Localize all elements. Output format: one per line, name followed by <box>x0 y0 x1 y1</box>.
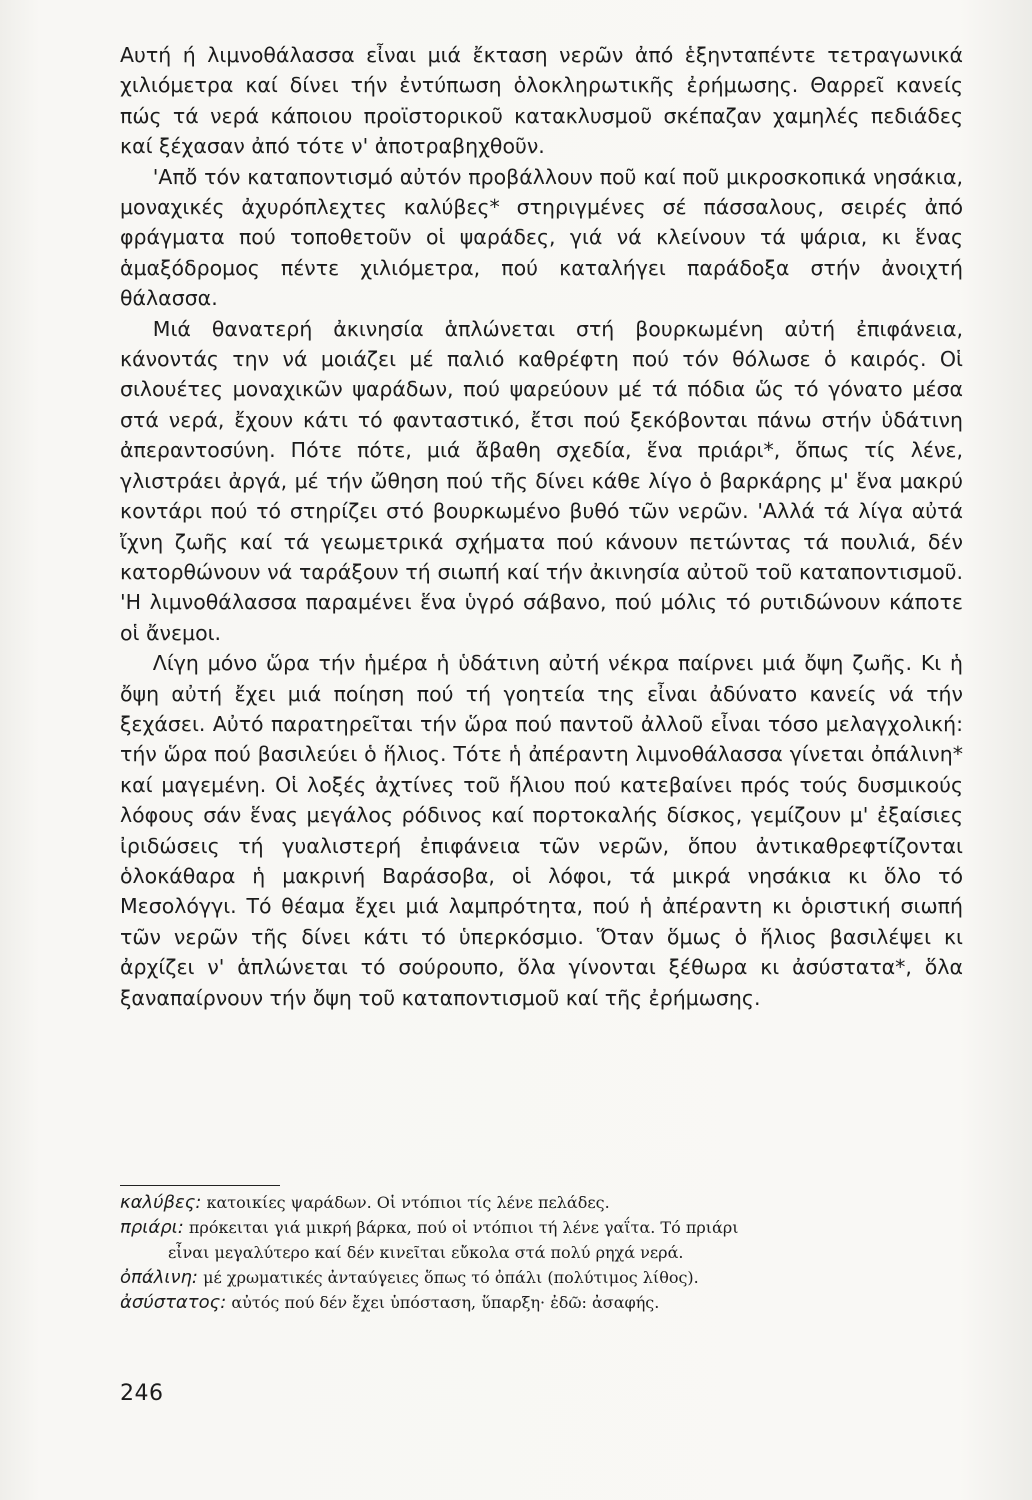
footnote-separator <box>120 1185 280 1186</box>
footnote-term: καλύβες: <box>120 1192 202 1213</box>
paragraph: Μιά θανατερή ἀκινησία ἁπλώνεται στή βουρκωμένη αὐτή ἐπιφάνεια, κάνοντάς την νά μοιάζει μέ παλιό καθρέφτη πού τόν θόλωσε ὁ καιρός. Οἱ σιλουέτες μοναχικῶν ψαράδων, πού ψαρεύουν μέ τά πόδια ὥς τό γόνατο μέσα στά νερά, ἔχουν κάτι τό φανταστικό, ἔτσι πού ξεκόβονται πάνω στήν ὑδάτινη ἀπεραντοσύνη. Πότε πότε, μιά ἄβαθη σχεδία, ἕνα πριάρι*, ὅπως τίς λένε, γλιστράει ἀργά, μέ τήν ὤθηση πού τῆς δίνει κάθε λίγο ὁ βαρκάρης μ' ἕνα μακρύ κοντάρι πού τό στηρίζει στό βουρκωμένο βυθό τῶν νερῶν. 'Αλλά τά λίγα αὐτά ἴχνη ζωῆς καί τά γεωμετρικά σχήματα πού κάνουν πετώντας τά πουλιά, δέν κατορθώνουν νά ταράξουν τή σιωπή καί τήν ἀκινησία αὐτοῦ τοῦ καταποντισμοῦ. 'Η λιμνοθάλασσα παραμένει ἕνα ὑγρό σάβανο, πού μόλις τό ρυτιδώνουν κάποτε οἱ ἄνεμοι. <box>120 316 963 645</box>
paragraph: Λίγη μόνο ὥρα τήν ἡμέρα ἡ ὑδάτινη αὐτή νέκρα παίρνει μιά ὄψη ζωῆς. Κι ἡ ὄψη αὐτή ἔχει μιά ποίηση πού τή γοητεία της εἶναι ἀδύνατο κανείς νά τήν ξεχάσει. Αὐτό παρατηρεῖται τήν ὥρα πού παντοῦ ἀλλοῦ εἶναι τόσο μελαγχολική: τήν ὥρα πού βασιλεύει ὁ ἥλιος. Τότε ἡ ἀπέραντη λιμνοθάλασσα γίνεται ὀπάλινη* καί μαγεμένη. Οἱ λοξές ἀχτίνες τοῦ ἥλιου πού κατεβαίνει πρός τούς δυσμικούς λόφους σάν ἕνας μεγάλος ρόδινος καί πορτοκαλής δίσκος, γεμίζουν μ' ἐξαίσιες ἰριδώσεις τή γυαλιστερή ἐπιφάνεια τῶν νερῶν, ὅπου ἀντικαθρεφτίζονται ὁλοκάθαρα ἡ μακρινή Βαράσοβα, οἱ λόφοι, τά μικρά νησάκια κι ὅλο τό Μεσολόγγι. Τό θέαμα ἔχει μιά λαμπρότητα, πού ἡ ἀπέραντη κι ὁριστική σιωπή τῶν νερῶν τῆς δίνει κάτι τό ὑπερκόσμιο. Ὅταν ὅμως ὁ ἥλιος βασιλέψει κι ἀρχίζει ν' ἁπλώνεται τό σούρουπο, ὅλα γίνονται ξέθωρα κι ἀσύστατα*, ὅλα ξαναπαίρνουν τήν ὄψη τοῦ καταποντισμοῦ καί τῆς ἐρήμωσης. <box>120 651 963 1010</box>
paragraph: 'Απὄ τόν καταποντισμό αὐτόν προβάλλουν ποῦ καί ποῦ μικροσκοπικά νησάκια, μοναχικές ἀχυρόπλεχτες καλύβες* στηριγμένες σέ πάσσαλους, σειρές ἀπό φράγματα πού τοποθετοῦν οἱ ψαράδες, γιά νά κλείνουν τά ψάρια, κι ἕνας ἁμαξόδρομος πέντε χιλιόμετρα, πού καταλήγει παράδοξα στήν ἀνοιχτή θάλασσα. <box>120 164 963 311</box>
footnote <box>120 1215 963 1265</box>
body-text <box>120 40 963 1013</box>
footnote <box>120 1265 963 1290</box>
footnote-text: μέ χρωματικές ἀνταύγειες ὅπως τό ὀπάλι (πολύτιμος λίθος). <box>203 1268 699 1287</box>
paragraph: Αυτή ή λιμνοθάλασσα εἶναι μιά ἔκταση νερῶν ἀπό ἑξηνταπέντε τετραγωνικά χιλιόμετρα καί δίνει τήν ἐντύπωση ὁλοκληρωτικῆς ἐρήμωσης. Θαρρεῖ κανείς πώς τά νερά κάποιου προϊστορικοῦ κατακλυσμοῦ σκέπαζαν χαμηλές πεδιάδες καί ξέχασαν ἀπό τότε ν' ἀποτραβηχθοῦν. <box>120 43 963 159</box>
footnote-text: πρόκειται γιά μικρή βάρκα, πού οἱ ντόπιοι τή λένε γαΐτα. Τό πριάρι <box>188 1218 739 1237</box>
footnote-text: αὐτός πού δέν ἔχει ὑπόσταση, ὕπαρξη· ἐδῶ: ἀσαφής. <box>231 1293 660 1312</box>
page-number: 246 <box>120 1381 164 1406</box>
footnotes <box>120 1190 963 1315</box>
footnote <box>120 1290 963 1315</box>
footnote-term: πριάρι: <box>120 1217 184 1238</box>
footnote-continuation: εἶναι μεγαλύτερο καί δέν κινεῖται εὔκολα στά πολύ ρηχά νερά. <box>168 1243 684 1262</box>
footnote <box>120 1190 963 1215</box>
footnote-text: κατοικίες ψαράδων. Οἱ ντόπιοι τίς λένε πελάδες. <box>206 1193 610 1212</box>
footnote-term: ἀσύστατος: <box>120 1292 227 1313</box>
footnote-term: ὀπάλινη: <box>120 1267 198 1288</box>
